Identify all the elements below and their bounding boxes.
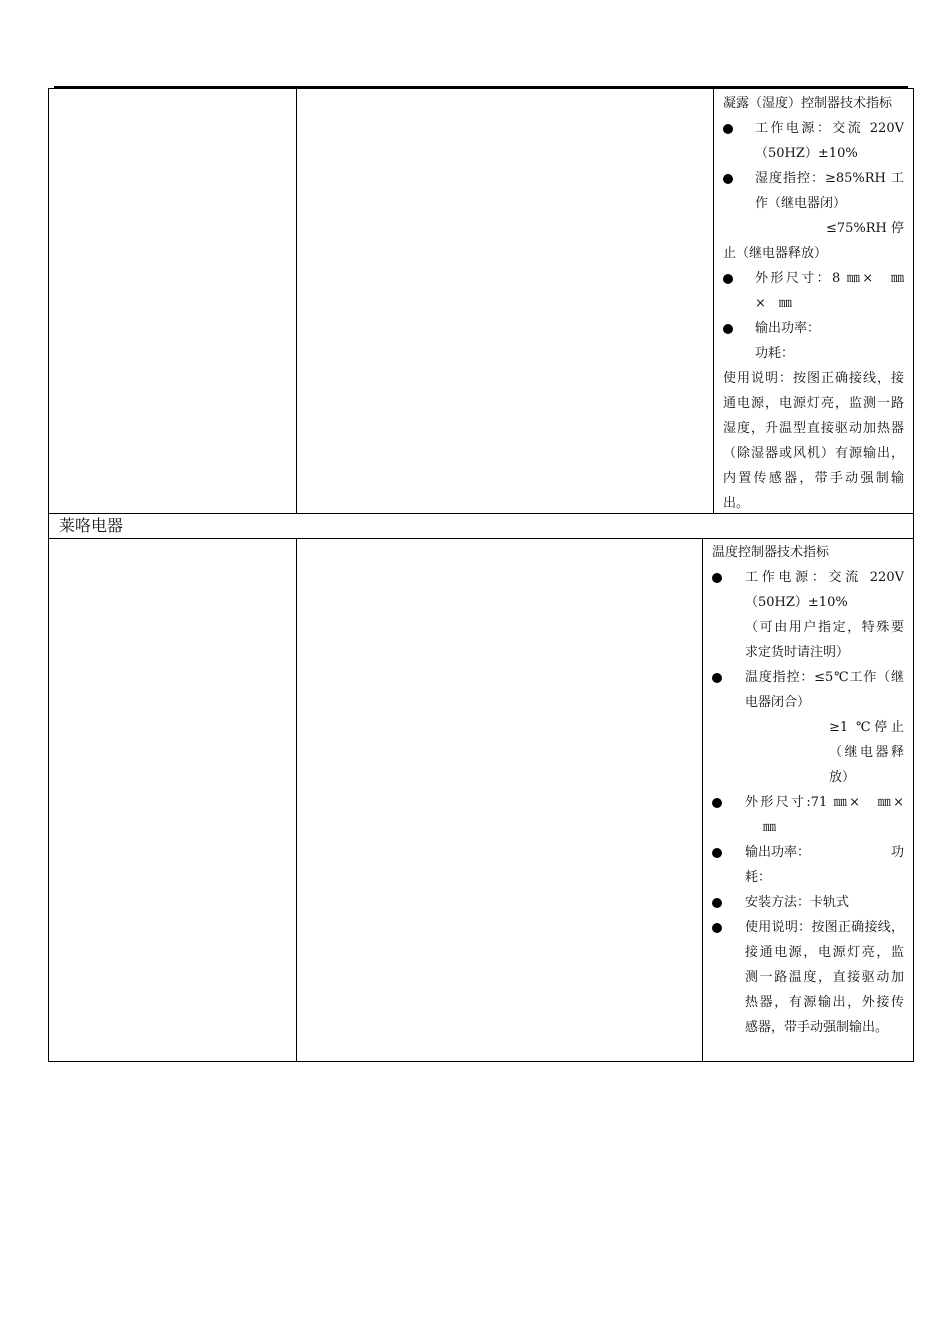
spec-title: 凝露（湿度）控制器技术指标 bbox=[723, 96, 893, 111]
spec-text: （50HZ）±10% bbox=[745, 595, 848, 610]
spec-item-humidity bbox=[723, 166, 904, 216]
spec-text: 外形尺寸：8 ㎜× ㎜ bbox=[755, 271, 904, 286]
usage-text: 接通电源，电源灯亮，监 bbox=[745, 945, 904, 960]
spec-text: 耗： bbox=[745, 870, 772, 885]
usage-text: 感器，带手动强制输出。 bbox=[745, 1020, 889, 1035]
row3-col1-cell bbox=[48, 538, 297, 1062]
row1-spec-cell bbox=[713, 88, 914, 514]
spec-text: 湿度指控：≥85%RH 工 bbox=[755, 171, 904, 186]
spec-text: 外形尺寸:71 ㎜× ㎜× bbox=[745, 795, 904, 810]
usage-text: 湿度，升温型直接驱动加热器 bbox=[723, 421, 904, 436]
spec-item-usage bbox=[712, 915, 904, 1040]
bullet-icon bbox=[712, 898, 722, 908]
spec-text: 输出功率： bbox=[745, 845, 811, 860]
spec-text: 工作电源：交流 220V bbox=[755, 121, 904, 136]
usage-text: 内置传感器，带手动强制输 bbox=[723, 471, 904, 486]
spec-text: 温度指控：≤5℃工作（继 bbox=[745, 670, 904, 685]
spec-text: 作（继电器闭） bbox=[755, 196, 847, 211]
bullet-icon bbox=[723, 124, 733, 134]
bullet-icon bbox=[723, 324, 733, 334]
usage-text: （除湿器或风机）有源输出， bbox=[723, 446, 904, 461]
spec-item-temperature bbox=[712, 665, 904, 790]
spec-text: 电器闭合） bbox=[745, 695, 811, 710]
spec-text: × ㎜ bbox=[755, 296, 792, 311]
spec-item-size bbox=[712, 790, 904, 840]
usage-text: 出。 bbox=[723, 496, 750, 511]
spec-text: （50HZ）±10% bbox=[755, 146, 858, 161]
spec-text: ㎜ bbox=[763, 820, 777, 835]
row1-col1-cell bbox=[48, 88, 297, 514]
usage-text: 测一路温度，直接驱动加 bbox=[745, 970, 904, 985]
usage-text: 使用说明：按图正确接线， bbox=[745, 920, 904, 935]
spec-text: （继电器释 bbox=[829, 745, 904, 760]
bullet-icon bbox=[712, 673, 722, 683]
spec-item-power bbox=[712, 565, 904, 665]
bullet-icon bbox=[712, 923, 722, 933]
spec-item-output bbox=[723, 316, 904, 366]
humidity-controller-specs bbox=[714, 89, 913, 516]
spec-text: ≤75%RH 停 bbox=[825, 221, 904, 236]
spec-text: 工作电源：交流 220V bbox=[745, 570, 904, 585]
spec-text: （可由用户指定，特殊要 bbox=[745, 620, 904, 635]
bullet-icon bbox=[712, 573, 722, 583]
usage-text: 使用说明：按图正确接线，接 bbox=[723, 371, 904, 386]
bullet-icon bbox=[712, 798, 722, 808]
spec-text: 输出功率： bbox=[755, 321, 821, 336]
row3-spec-cell bbox=[702, 538, 914, 1062]
spec-item-size bbox=[723, 266, 904, 316]
row3-col2-cell bbox=[296, 538, 703, 1062]
spec-item-mount bbox=[712, 890, 904, 915]
bullet-icon bbox=[723, 274, 733, 284]
usage-text: 热器，有源输出，外接传 bbox=[745, 995, 904, 1010]
bullet-icon bbox=[712, 848, 722, 858]
spec-text: 求定货时请注明） bbox=[745, 645, 850, 660]
section-row bbox=[48, 513, 914, 539]
usage-text: 通电源，电源灯亮，监测一路 bbox=[723, 396, 904, 411]
spec-text: ≥1 ℃停止 bbox=[829, 720, 904, 735]
spec-text: 安装方法：卡轨式 bbox=[745, 895, 850, 910]
bullet-icon bbox=[723, 174, 733, 184]
spec-text: 放） bbox=[829, 770, 856, 785]
row1-col2-cell bbox=[296, 88, 714, 514]
spec-item-power bbox=[723, 116, 904, 166]
spec-text: 功 bbox=[890, 845, 904, 860]
section-label: 莱咯电器 bbox=[59, 516, 124, 535]
spec-text: 止（继电器释放） bbox=[723, 246, 828, 261]
spec-table bbox=[48, 88, 914, 1062]
spec-item-output bbox=[712, 840, 904, 890]
spec-title: 温度控制器技术指标 bbox=[712, 545, 830, 560]
spec-text: 功耗： bbox=[755, 346, 795, 361]
temperature-controller-specs bbox=[703, 539, 913, 1040]
